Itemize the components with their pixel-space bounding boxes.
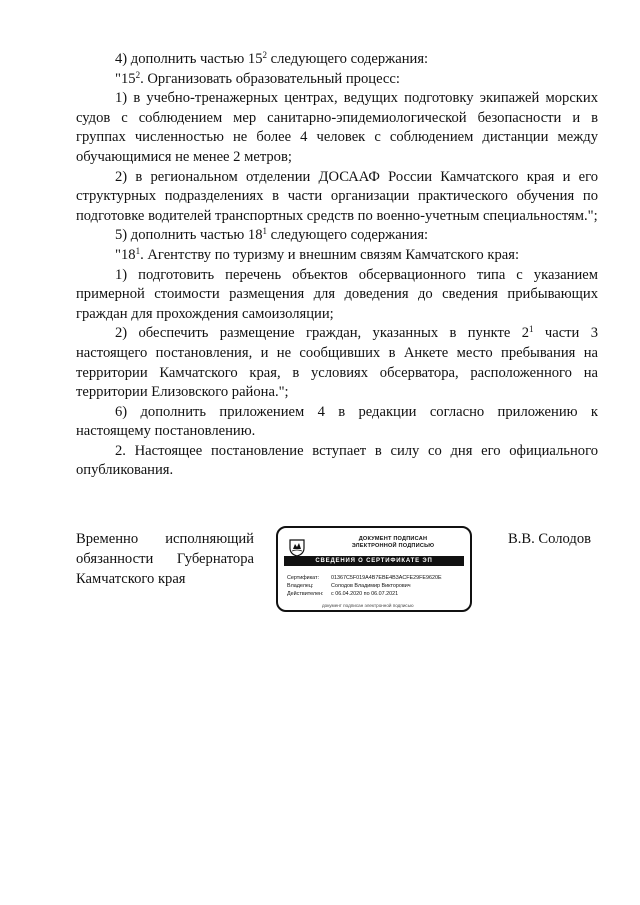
paragraph-text: 2) в региональном отделении ДОСААФ России Камчатского края и его структурных подразделениях в части организации практического обучения по подготовке водителей транспортных средств по военно-учетным специальностям."; xyxy=(76,168,598,224)
paragraph-text: "15 xyxy=(115,70,136,87)
paragraph xyxy=(76,246,598,266)
paragraph-text: 2) обеспечить размещение граждан, указанных в пункте 2 xyxy=(115,325,530,342)
electronic-signature-stamp xyxy=(276,526,472,612)
document-body xyxy=(76,50,598,481)
stamp-key: Действителен: xyxy=(287,591,324,597)
stamp-key: Сертификат: xyxy=(287,575,320,581)
stamp-value: Солодов Владимир Викторович xyxy=(331,583,411,589)
paragraph xyxy=(76,266,598,325)
position-line-3: Камчатского края xyxy=(76,570,186,587)
paragraph-text: 4) дополнить частью 15 xyxy=(115,51,263,67)
paragraph-text-continued: части 3 настоящего постановления, и не сообщивших в Анкете место пребывания на территории Камчатского края, в условиях обсерватора, расположенного на территории Елизовского района."; xyxy=(76,325,598,401)
stamp-header-line-1: ДОКУМЕНТ ПОДПИСАН xyxy=(358,536,428,542)
signatory-name: В.В. Солодов xyxy=(508,531,592,547)
paragraph xyxy=(76,70,598,90)
stamp-row-certificate xyxy=(287,575,442,582)
signatory-position xyxy=(76,530,254,589)
paragraph-text: 1) подготовить перечень объектов обсервационного типа с указанием примерной стоимости размещения для доведения до сведения прибывающих граждан для прохождения самоизоляции; xyxy=(76,266,598,322)
superscript: 1 xyxy=(135,245,141,256)
position-line-1: Временно исполняющий xyxy=(76,531,254,547)
paragraph-text: 2. Настоящее постановление вступает в силу со дня его официального опубликования. xyxy=(76,442,598,479)
paragraph xyxy=(76,89,598,167)
paragraph-text: 5) дополнить частью 18 xyxy=(115,227,263,244)
paragraph xyxy=(76,324,598,402)
paragraph-text: 1) в учебно-тренажерных центрах, ведущих подготовку экипажей морских судов с соблюдением мер санитарно-эпидемиологической безопасности и в группах численностью не более 4 человек с соблюдением дистанции между обучающимися не менее 2 метров; xyxy=(76,90,598,165)
paragraph-text-continued: следующего содержания: xyxy=(267,227,429,244)
paragraph xyxy=(76,168,598,227)
paragraph-text: 6) дополнить приложением 4 в редакции согласно приложению к настоящему постановлению. xyxy=(76,403,598,440)
paragraph-text-continued: следующего содержания: xyxy=(267,51,429,67)
coat-of-arms-icon xyxy=(287,537,307,557)
stamp-value: 01367C5F019A4B7EBE4B3ACFE29FE9620E xyxy=(331,575,442,581)
stamp-value: с 06.04.2020 по 06.07.2021 xyxy=(331,591,399,597)
paragraph-text-continued: . Организовать образовательный процесс: xyxy=(140,70,400,87)
paragraph xyxy=(76,403,598,442)
position-line-2: обязанности Губернатора xyxy=(76,550,254,567)
stamp-bar: СВЕДЕНИЯ О СЕРТИФИКАТЕ ЭП xyxy=(284,556,464,566)
paragraph xyxy=(76,442,598,481)
stamp-row-valid xyxy=(287,591,398,598)
superscript: 1 xyxy=(529,324,534,335)
paragraph-text-continued: . Агентству по туризму и внешним связям Камчатского края: xyxy=(140,246,520,263)
stamp-row-owner xyxy=(287,583,411,590)
superscript: 2 xyxy=(262,50,267,60)
superscript: 1 xyxy=(262,226,267,237)
paragraph xyxy=(76,226,598,246)
superscript: 2 xyxy=(135,69,141,80)
stamp-footer: документ подписан электронной подписью xyxy=(322,603,414,608)
stamp-header-line-2: ЭЛЕКТРОННОЙ ПОДПИСЬЮ xyxy=(351,543,435,549)
stamp-key: Владелец: xyxy=(287,583,314,589)
paragraph-text: "18 xyxy=(115,246,136,263)
stamp-header xyxy=(338,536,448,550)
paragraph xyxy=(76,50,598,70)
